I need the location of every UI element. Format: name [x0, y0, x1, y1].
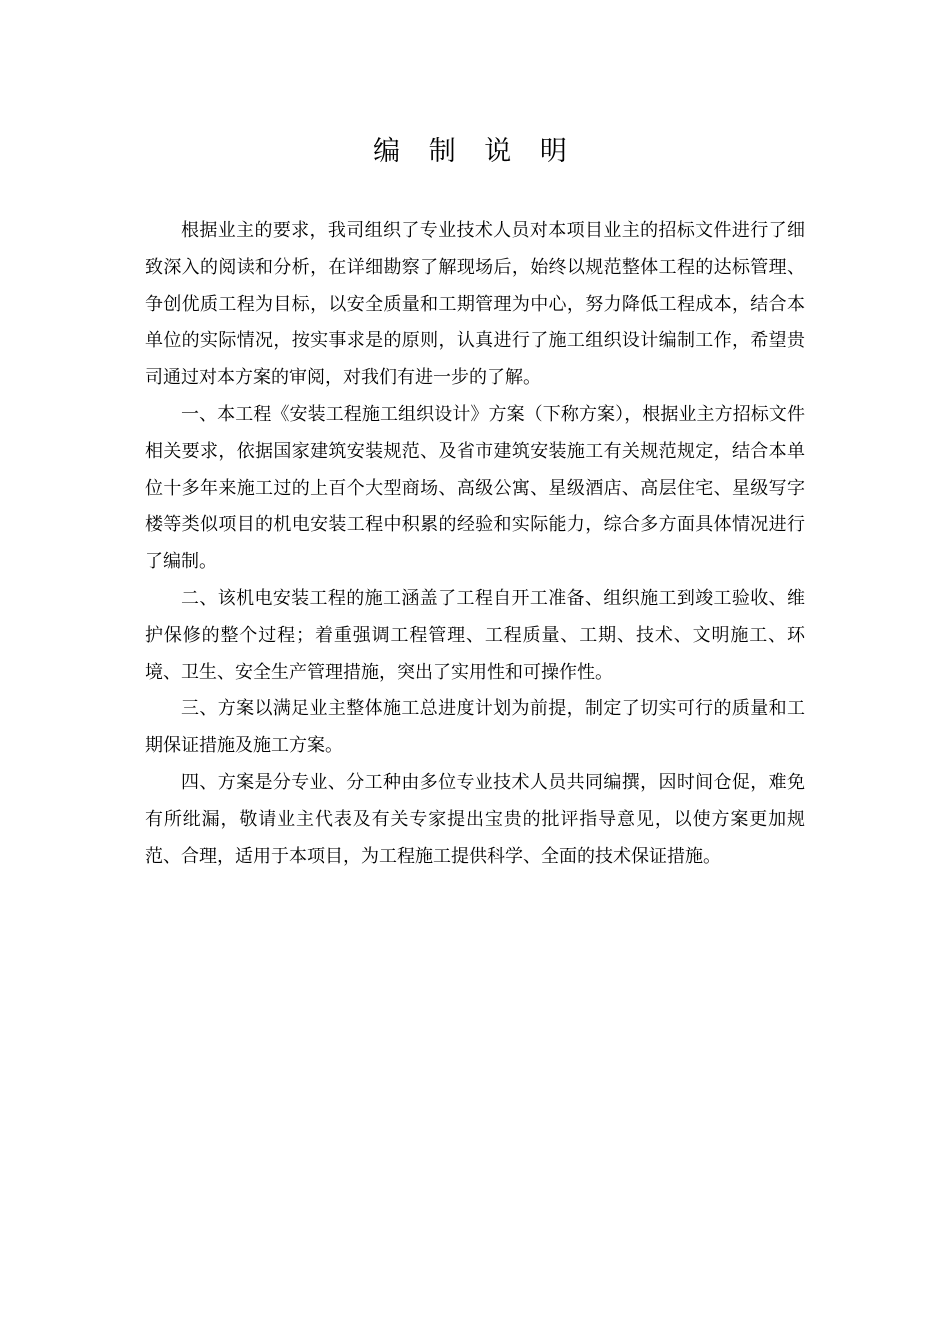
paragraph-item-3: 三、方案以满足业主整体施工总进度计划为前提，制定了切实可行的质量和工期保证措施及施工方案。 [145, 698, 805, 757]
document-title: 编 制 说 明 [373, 136, 577, 167]
paragraph-item-2: 二、该机电安装工程的施工涵盖了工程自开工准备、组织施工到竣工验收、维护保修的整个过程；着重强调工程管理、工程质量、工期、技术、文明施工、环境、卫生、安全生产管理措施，突出了实用性和可操作性。 [145, 587, 805, 683]
paragraph-intro: 根据业主的要求，我司组织了专业技术人员对本项目业主的招标文件进行了细致深入的阅读和分析，在详细勘察了解现场后，始终以规范整体工程的达标管理、争创优质工程为目标，以安全质量和工期管理为中心，努力降低工程成本，结合本单位的实际情况，按实事求是的原则，认真进行了施工组织设计编制工作，希望贵司通过对本方案的审阅，对我们有进一步的了解。 [145, 220, 805, 389]
document-body [145, 213, 805, 875]
paragraph-item-4: 四、方案是分专业、分工种由多位专业技术人员共同编撰，因时间仓促，难免有所纰漏，敬请业主代表及有关专家提出宝贵的批评指导意见，以使方案更加规范、合理，适用于本项目，为工程施工提供科学、全面的技术保证措施。 [145, 771, 805, 867]
paragraph-item-1: 一、本工程《安装工程施工组织设计》方案（下称方案），根据业主方招标文件相关要求，依据国家建筑安装规范、及省市建筑安装施工有关规范规定，结合本单位十多年来施工过的上百个大型商场、高级公寓、星级酒店、高层住宅、星级写字楼等类似项目的机电安装工程中积累的经验和实际能力，综合多方面具体情况进行了编制。 [145, 403, 805, 573]
